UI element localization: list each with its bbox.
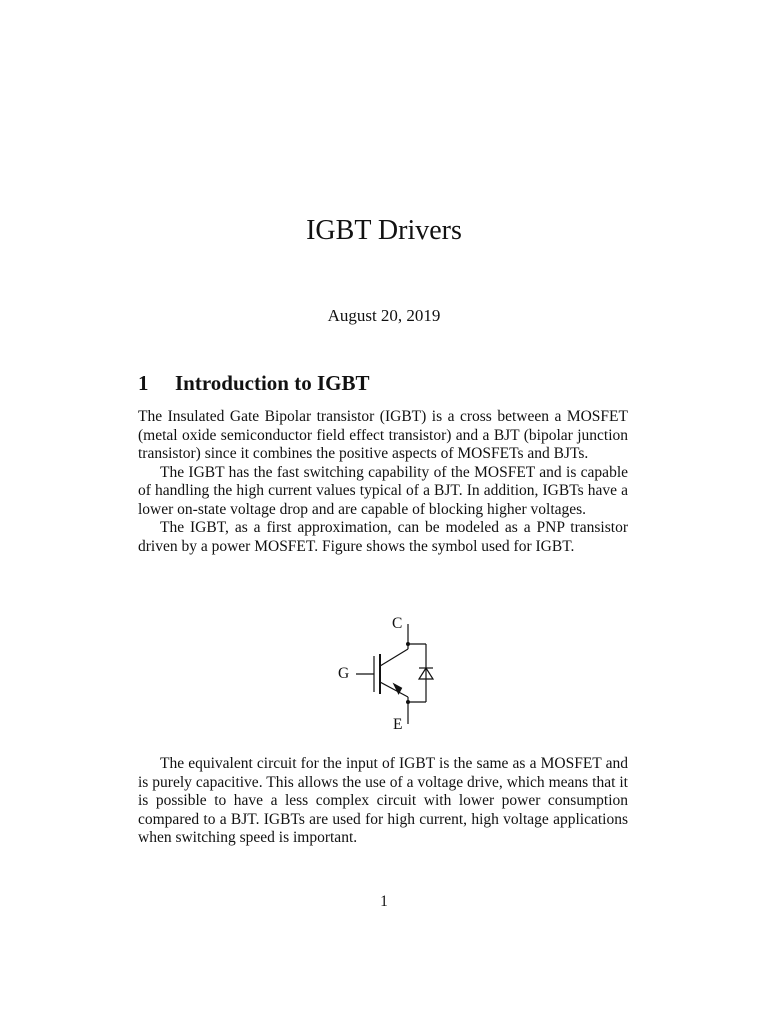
intro-text	[138, 408, 628, 556]
document-title: IGBT Drivers	[306, 215, 462, 246]
emitter-label: E	[393, 716, 403, 733]
gate-label: G	[338, 665, 350, 682]
section-number: 1	[138, 371, 149, 395]
document-date: August 20, 2019	[327, 306, 441, 325]
paragraph-3: The IGBT, as a first approximation, can be modeled as a PNP transistor driven by a power MOSFET. Figure shows the symbol used for IGBT.	[138, 519, 628, 555]
collector-junction-dot	[406, 642, 410, 646]
body-text-after-figure	[138, 755, 628, 848]
emitter-junction-dot	[406, 700, 410, 704]
paragraph-4: The equivalent circuit for the input of IGBT is the same as a MOSFET and is purely capacitive. This allows the use of a voltage drive, which means that it is possible to have a less complex circuit with lower power consumption compared to a BJT. IGBTs are used for high current, high voltage applications when switching speed is important.	[138, 755, 628, 846]
igbt-symbol-figure	[330, 612, 440, 737]
paragraph-1: The Insulated Gate Bipolar transistor (IGBT) is a cross between a MOSFET (metal oxide semiconductor field effect transistor) and a BJT (bipolar junction transistor) since it combines the positive aspects of MOSFETs and BJTs.	[138, 408, 628, 462]
collector-diagonal	[380, 649, 408, 666]
section-heading	[138, 370, 370, 396]
page-number: 1	[380, 893, 388, 910]
paragraph-2: The IGBT has the fast switching capability of the MOSFET and is capable of handling the high current values typical of a BJT. In addition, IGBTs have a lower on-state voltage drop and are capable of blocking higher voltages.	[138, 463, 628, 518]
section-title: Introduction to IGBT	[175, 371, 370, 395]
collector-label: C	[392, 615, 403, 632]
